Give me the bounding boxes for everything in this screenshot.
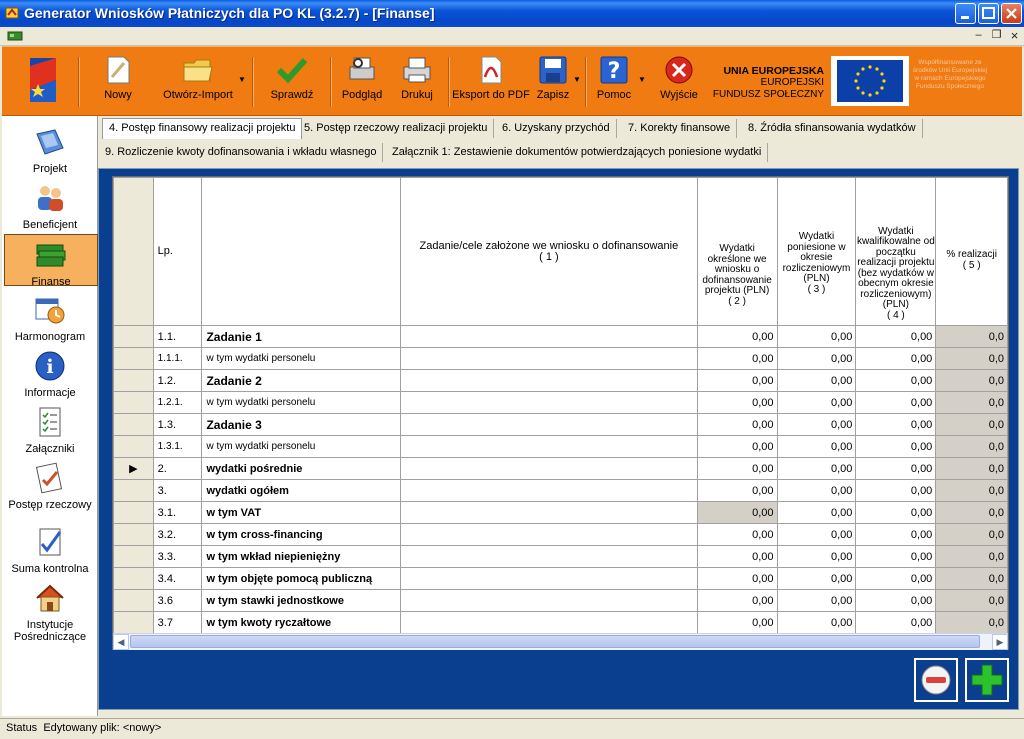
- preview-label: Podgląd: [341, 89, 383, 101]
- lp-cell[interactable]: 3.2.: [153, 524, 202, 546]
- task-name-cell[interactable]: Zadanie 1: [202, 326, 401, 348]
- row-header-cell[interactable]: [114, 326, 154, 348]
- tab-rozliczenie-kwoty[interactable]: 9. Rozliczenie kwoty dofinansowania i wkładu własnego: [99, 143, 383, 162]
- eligible-amount-cell[interactable]: 0,00: [856, 568, 936, 590]
- maximize-icon: [979, 4, 998, 23]
- table-row[interactable]: [114, 436, 1008, 458]
- incurred-amount-cell[interactable]: 0,00: [777, 590, 856, 612]
- lp-cell[interactable]: 2.: [153, 458, 202, 480]
- realization-percent-cell: 0,0: [936, 436, 1008, 458]
- sidebar-label-informacje: Informacje: [24, 387, 76, 399]
- eligible-amount-cell[interactable]: 0,00: [856, 612, 936, 634]
- table-row[interactable]: [114, 414, 1008, 436]
- help-button[interactable]: [592, 47, 636, 115]
- lp-cell[interactable]: 3.6: [153, 590, 202, 612]
- document-icon[interactable]: [7, 29, 23, 42]
- task-description-cell[interactable]: [401, 502, 698, 524]
- sidebar-item-informacje[interactable]: [4, 346, 96, 398]
- realization-percent-cell: 0,0: [936, 612, 1008, 634]
- sidebar-item-postep-rzeczowy[interactable]: [4, 458, 96, 518]
- project-icon: [33, 126, 67, 158]
- column-header-c5[interactable]: [936, 178, 1008, 326]
- task-description-cell[interactable]: [401, 546, 698, 568]
- task-description-cell[interactable]: [401, 524, 698, 546]
- new-button-label: Nowy: [104, 89, 132, 101]
- tab-uzyskany-przychod[interactable]: 6. Uzyskany przychód: [496, 119, 617, 138]
- row-header-cell[interactable]: [114, 414, 154, 436]
- column-header-task-label: Zadanie/cele założone we wniosku o dofinansowanie: [419, 240, 679, 252]
- eu-line1: UNIA EUROPEJSKA: [723, 65, 824, 77]
- print-button[interactable]: [392, 47, 442, 115]
- sidebar-label-beneficjent: Beneficjent: [22, 219, 78, 231]
- minimize-icon: [956, 4, 975, 23]
- eligible-amount-cell[interactable]: 0,00: [856, 458, 936, 480]
- planned-amount-cell[interactable]: 0,00: [697, 546, 777, 568]
- tab-postep-finansowy[interactable]: 4. Postęp finansowy realizacji projektu: [102, 118, 302, 139]
- task-name-cell[interactable]: w tym wydatki personelu: [202, 348, 401, 370]
- planned-amount-cell[interactable]: 0,00: [697, 612, 777, 634]
- row-header-cell[interactable]: [114, 348, 154, 370]
- app-icon: [5, 6, 19, 20]
- planned-amount-cell[interactable]: 0,00: [697, 370, 777, 392]
- tab-zalacznik-1[interactable]: Załącznik 1: Zestawienie dokumentów potwierdzających poniesione wydatki: [386, 143, 768, 162]
- table-row[interactable]: [114, 370, 1008, 392]
- printer-icon: [401, 55, 433, 85]
- incurred-amount-cell[interactable]: 0,00: [777, 568, 856, 590]
- task-name-cell[interactable]: wydatki pośrednie: [202, 458, 401, 480]
- table-row[interactable]: [114, 568, 1008, 590]
- minus-icon: [916, 660, 956, 700]
- status-label: Status: [6, 722, 38, 734]
- column-header-c5-num: ( 5 ): [962, 259, 981, 271]
- status-bar: [0, 718, 1024, 739]
- scroll-right-icon[interactable]: ▶: [992, 634, 1008, 650]
- column-header-c3-num: ( 3 ): [807, 283, 826, 295]
- column-header-c3-label: Wydatki poniesione w okresie rozliczeniowym (PLN): [782, 231, 851, 284]
- exit-label: Wyjście: [660, 89, 698, 101]
- task-name-cell[interactable]: Zadanie 2: [202, 370, 401, 392]
- lp-cell[interactable]: 3.3.: [153, 546, 202, 568]
- incurred-amount-cell[interactable]: 0,00: [777, 502, 856, 524]
- horizontal-scrollbar[interactable]: [113, 633, 1008, 650]
- remove-row-button[interactable]: [914, 658, 958, 702]
- scroll-left-icon[interactable]: ◀: [113, 634, 129, 650]
- row-header-cell[interactable]: [114, 370, 154, 392]
- row-header-cell[interactable]: ▶: [114, 458, 154, 480]
- maximize-button[interactable]: [978, 3, 999, 24]
- toolbar-separator: [252, 57, 254, 107]
- task-description-cell[interactable]: [401, 370, 698, 392]
- status-file-label: Edytowany plik:: [43, 722, 120, 734]
- close-button[interactable]: [1001, 3, 1022, 24]
- lp-cell[interactable]: 1.1.1.: [153, 348, 202, 370]
- incurred-amount-cell[interactable]: 0,00: [777, 414, 856, 436]
- print-label: Drukuj: [401, 89, 433, 101]
- realization-percent-cell: 0,0: [936, 414, 1008, 436]
- realization-percent-cell: 0,0: [936, 546, 1008, 568]
- calendar-clock-icon: [33, 294, 67, 326]
- column-header-c5-label: % realizacji: [946, 249, 997, 260]
- sidebar-label-harmonogram: Harmonogram: [14, 331, 86, 343]
- realization-percent-cell: 0,0: [936, 502, 1008, 524]
- cofinance-note: Współfinansowane ze środków Unii Europejskiej w ramach Europejskiego Funduszu Społecznego: [912, 59, 988, 90]
- print-preview-icon: [346, 55, 378, 85]
- eligible-amount-cell[interactable]: 0,00: [856, 524, 936, 546]
- realization-percent-cell: 0,0: [936, 392, 1008, 414]
- incurred-amount-cell[interactable]: 0,00: [777, 612, 856, 634]
- incurred-amount-cell[interactable]: 0,00: [777, 458, 856, 480]
- toolbar-separator: [78, 57, 80, 107]
- table-row[interactable]: [114, 392, 1008, 414]
- task-description-cell[interactable]: [401, 568, 698, 590]
- tab-zrodla-sfinansowania[interactable]: 8. Źródła sfinansowania wydatków: [742, 119, 923, 138]
- task-description-cell[interactable]: [401, 458, 698, 480]
- lp-cell[interactable]: 3.7: [153, 612, 202, 634]
- incurred-amount-cell[interactable]: 0,00: [777, 480, 856, 502]
- task-name-cell[interactable]: w tym VAT: [202, 502, 401, 524]
- sidebar-label-instytucje: Instytucje Pośredniczące: [13, 619, 87, 643]
- row-header-cell[interactable]: [114, 568, 154, 590]
- open-import-button[interactable]: [152, 47, 244, 115]
- checksum-icon: [33, 526, 67, 558]
- table-row[interactable]: [114, 458, 1008, 480]
- mdi-restore-button[interactable]: ❐: [991, 29, 1002, 41]
- sidebar: [2, 116, 98, 716]
- row-header-cell[interactable]: [114, 436, 154, 458]
- planned-amount-cell[interactable]: 0,00: [697, 524, 777, 546]
- row-header-cell[interactable]: [114, 612, 154, 634]
- sidebar-item-instytucje[interactable]: [4, 578, 96, 643]
- column-header-c2-num: ( 2 ): [728, 295, 746, 307]
- planned-amount-cell[interactable]: 0,00: [697, 326, 777, 348]
- task-description-cell[interactable]: [401, 326, 698, 348]
- column-header-task[interactable]: [401, 178, 698, 326]
- mdi-minimize-button[interactable]: –: [975, 29, 982, 41]
- column-header-blank[interactable]: [202, 178, 401, 326]
- column-header-c3[interactable]: [777, 178, 856, 326]
- lp-cell[interactable]: 3.4.: [153, 568, 202, 590]
- lp-cell[interactable]: 1.3.1.: [153, 436, 202, 458]
- lp-cell[interactable]: 1.1.: [153, 326, 202, 348]
- realization-percent-cell: 0,0: [936, 348, 1008, 370]
- eligible-amount-cell[interactable]: 0,00: [856, 326, 936, 348]
- save-label: Zapisz: [536, 89, 570, 101]
- table-row[interactable]: [114, 502, 1008, 524]
- sidebar-label-suma-kontrolna: Suma kontrolna: [11, 563, 89, 575]
- column-header-c4-label: Wydatki kwalifikowalne od początku realizacji projektu (bez wydatków w obecnym okresie rozliczeniowym) (PLN): [856, 225, 935, 310]
- column-header-c4-num: ( 4 ): [886, 309, 905, 321]
- help-label: Pomoc: [596, 89, 632, 101]
- planned-amount-cell[interactable]: 0,00: [697, 348, 777, 370]
- svg-text:?: ?: [607, 59, 621, 84]
- toolbar-separator: [448, 57, 450, 107]
- column-header-c4[interactable]: [856, 178, 936, 326]
- task-description-cell[interactable]: [401, 590, 698, 612]
- checklist-icon: [33, 406, 67, 438]
- floppy-disk-icon: [537, 55, 569, 85]
- add-row-button[interactable]: [965, 658, 1009, 702]
- tab-strip: [98, 116, 1024, 168]
- new-button[interactable]: [88, 47, 148, 115]
- task-description-cell[interactable]: [401, 414, 698, 436]
- realization-percent-cell: 0,0: [936, 480, 1008, 502]
- eligible-amount-cell[interactable]: 0,00: [856, 436, 936, 458]
- help-icon: [598, 55, 630, 85]
- eu-branding-text: [712, 65, 824, 101]
- window-title: Generator Wniosków Płatniczych dla PO KL (3.2.7) - [Finanse]: [24, 5, 435, 21]
- save-dropdown-icon[interactable]: ▼: [573, 75, 581, 84]
- task-description-cell[interactable]: [401, 392, 698, 414]
- eligible-amount-cell[interactable]: 0,00: [856, 546, 936, 568]
- exit-button[interactable]: [654, 47, 704, 115]
- lp-cell[interactable]: 3.1.: [153, 502, 202, 524]
- lp-cell[interactable]: 3.: [153, 480, 202, 502]
- sidebar-item-zalaczniki[interactable]: [4, 402, 96, 454]
- eu-line2: EUROPEJSKI: [760, 77, 824, 88]
- table-row[interactable]: [114, 524, 1008, 546]
- column-header-c2-label: Wydatki określone we wniosku o dofinansowanie projektu (PLN): [702, 243, 772, 296]
- sidebar-item-finanse[interactable]: [4, 234, 98, 286]
- planned-amount-cell[interactable]: 0,00: [697, 392, 777, 414]
- house-icon: [33, 582, 67, 614]
- eligible-amount-cell[interactable]: 0,00: [856, 414, 936, 436]
- toolbar-separator: [585, 57, 587, 107]
- status-file-value: <nowy>: [122, 722, 162, 734]
- planned-amount-cell[interactable]: 0,00: [697, 480, 777, 502]
- folder-icon: [182, 55, 214, 85]
- lp-cell[interactable]: 1.2.1.: [153, 392, 202, 414]
- eligible-amount-cell[interactable]: 0,00: [856, 392, 936, 414]
- status-text: [6, 722, 161, 734]
- planned-amount-cell[interactable]: 0,00: [697, 568, 777, 590]
- task-description-cell[interactable]: [401, 436, 698, 458]
- task-name-cell[interactable]: w tym cross-financing: [202, 524, 401, 546]
- incurred-amount-cell[interactable]: 0,00: [777, 436, 856, 458]
- realization-percent-cell: 0,0: [936, 524, 1008, 546]
- task-name-cell[interactable]: w tym wkład niepieniężny: [202, 546, 401, 568]
- lp-cell[interactable]: 1.3.: [153, 414, 202, 436]
- open-import-label: Otwórz-Import: [163, 89, 233, 101]
- lp-cell[interactable]: 1.2.: [153, 370, 202, 392]
- eu-flag-icon: [831, 56, 909, 106]
- row-header-cell[interactable]: [114, 502, 154, 524]
- pdf-icon: [475, 55, 507, 85]
- task-name-cell[interactable]: w tym stawki jednostkowe: [202, 590, 401, 612]
- scroll-thumb[interactable]: [130, 635, 980, 648]
- table-row[interactable]: [114, 612, 1008, 634]
- task-name-cell[interactable]: w tym kwoty ryczałtowe: [202, 612, 401, 634]
- plus-icon: [967, 660, 1007, 700]
- export-pdf-label: Eksport do PDF: [452, 89, 530, 101]
- check-label: Sprawdź: [270, 89, 314, 101]
- eligible-amount-cell[interactable]: 0,00: [856, 480, 936, 502]
- sidebar-label-projekt: Projekt: [32, 163, 68, 175]
- task-name-cell[interactable]: w tym wydatki personelu: [202, 436, 401, 458]
- realization-percent-cell: 0,0: [936, 568, 1008, 590]
- close-icon: [1002, 4, 1021, 23]
- sidebar-label-finanse: Finanse: [31, 276, 71, 288]
- kapital-ludzki-logo-icon: [28, 56, 60, 108]
- finance-table: [113, 177, 1008, 634]
- planned-amount-cell[interactable]: 0,00: [697, 590, 777, 612]
- table-row[interactable]: [114, 326, 1008, 348]
- open-import-dropdown-icon[interactable]: ▼: [238, 75, 246, 84]
- check-button[interactable]: [260, 47, 324, 115]
- incurred-amount-cell[interactable]: 0,00: [777, 326, 856, 348]
- help-dropdown-icon[interactable]: ▼: [638, 75, 646, 84]
- task-description-cell[interactable]: [401, 612, 698, 634]
- tab-korekty-finansowe[interactable]: 7. Korekty finansowe: [622, 119, 737, 138]
- column-header-c2[interactable]: [697, 178, 777, 326]
- row-header-cell[interactable]: [114, 392, 154, 414]
- task-name-cell[interactable]: w tym wydatki personelu: [202, 392, 401, 414]
- info-icon: [33, 350, 67, 382]
- eligible-amount-cell[interactable]: 0,00: [856, 348, 936, 370]
- row-header-cell[interactable]: [114, 524, 154, 546]
- checkmark-icon: [276, 55, 308, 85]
- people-icon: [33, 182, 67, 214]
- eu-line3: FUNDUSZ SPOŁECZNY: [712, 89, 824, 100]
- column-header-task-num: ( 1 ): [539, 250, 559, 263]
- new-document-icon: [102, 55, 134, 85]
- task-name-cell[interactable]: w tym objęte pomocą publiczną: [202, 568, 401, 590]
- eligible-amount-cell[interactable]: 0,00: [856, 370, 936, 392]
- toolbar: [2, 46, 1022, 116]
- column-header-lp[interactable]: Lp.: [153, 178, 202, 326]
- planned-amount-cell[interactable]: 0,00: [697, 502, 777, 524]
- row-header-corner: [114, 178, 154, 326]
- row-header-cell[interactable]: [114, 546, 154, 568]
- incurred-amount-cell[interactable]: 0,00: [777, 392, 856, 414]
- table-row[interactable]: [114, 348, 1008, 370]
- sidebar-item-beneficjent[interactable]: [4, 178, 96, 230]
- realization-percent-cell: 0,0: [936, 370, 1008, 392]
- save-button[interactable]: [532, 47, 574, 115]
- mdi-menu-row: [0, 27, 1024, 46]
- incurred-amount-cell[interactable]: 0,00: [777, 524, 856, 546]
- eligible-amount-cell[interactable]: 0,00: [856, 590, 936, 612]
- incurred-amount-cell[interactable]: 0,00: [777, 546, 856, 568]
- preview-button[interactable]: [334, 47, 390, 115]
- table-row[interactable]: [114, 546, 1008, 568]
- tab-postep-rzeczowy[interactable]: 5. Postęp rzeczowy realizacji projektu: [298, 119, 494, 138]
- svg-text:i: i: [46, 356, 54, 378]
- toolbar-separator: [330, 57, 332, 107]
- task-description-cell[interactable]: [401, 348, 698, 370]
- finance-grid: [112, 176, 1009, 650]
- sidebar-label-postep-rzeczowy: Postęp rzeczowy: [8, 499, 92, 511]
- mdi-close-button[interactable]: ×: [1010, 28, 1019, 43]
- realization-percent-cell: 0,0: [936, 458, 1008, 480]
- realization-percent-cell: 0,0: [936, 326, 1008, 348]
- sidebar-item-harmonogram[interactable]: [4, 290, 96, 342]
- sidebar-item-suma-kontrolna[interactable]: [4, 522, 96, 574]
- exit-icon: [663, 55, 695, 85]
- incurred-amount-cell[interactable]: 0,00: [777, 370, 856, 392]
- minimize-button[interactable]: [955, 3, 976, 24]
- sidebar-label-zalaczniki: Załączniki: [25, 443, 75, 455]
- row-header-cell[interactable]: [114, 480, 154, 502]
- table-row[interactable]: [114, 590, 1008, 612]
- eligible-amount-cell[interactable]: 0,00: [856, 502, 936, 524]
- task-name-cell[interactable]: Zadanie 3: [202, 414, 401, 436]
- planned-amount-cell[interactable]: 0,00: [697, 458, 777, 480]
- progress-icon: [33, 462, 67, 494]
- export-pdf-button[interactable]: [452, 47, 530, 115]
- task-name-cell[interactable]: wydatki ogółem: [202, 480, 401, 502]
- money-icon: [34, 239, 68, 271]
- planned-amount-cell[interactable]: 0,00: [697, 414, 777, 436]
- realization-percent-cell: 0,0: [936, 590, 1008, 612]
- planned-amount-cell[interactable]: 0,00: [697, 436, 777, 458]
- row-header-cell[interactable]: [114, 590, 154, 612]
- incurred-amount-cell[interactable]: 0,00: [777, 348, 856, 370]
- sidebar-item-projekt[interactable]: [4, 122, 96, 174]
- task-description-cell[interactable]: [401, 480, 698, 502]
- table-row[interactable]: [114, 480, 1008, 502]
